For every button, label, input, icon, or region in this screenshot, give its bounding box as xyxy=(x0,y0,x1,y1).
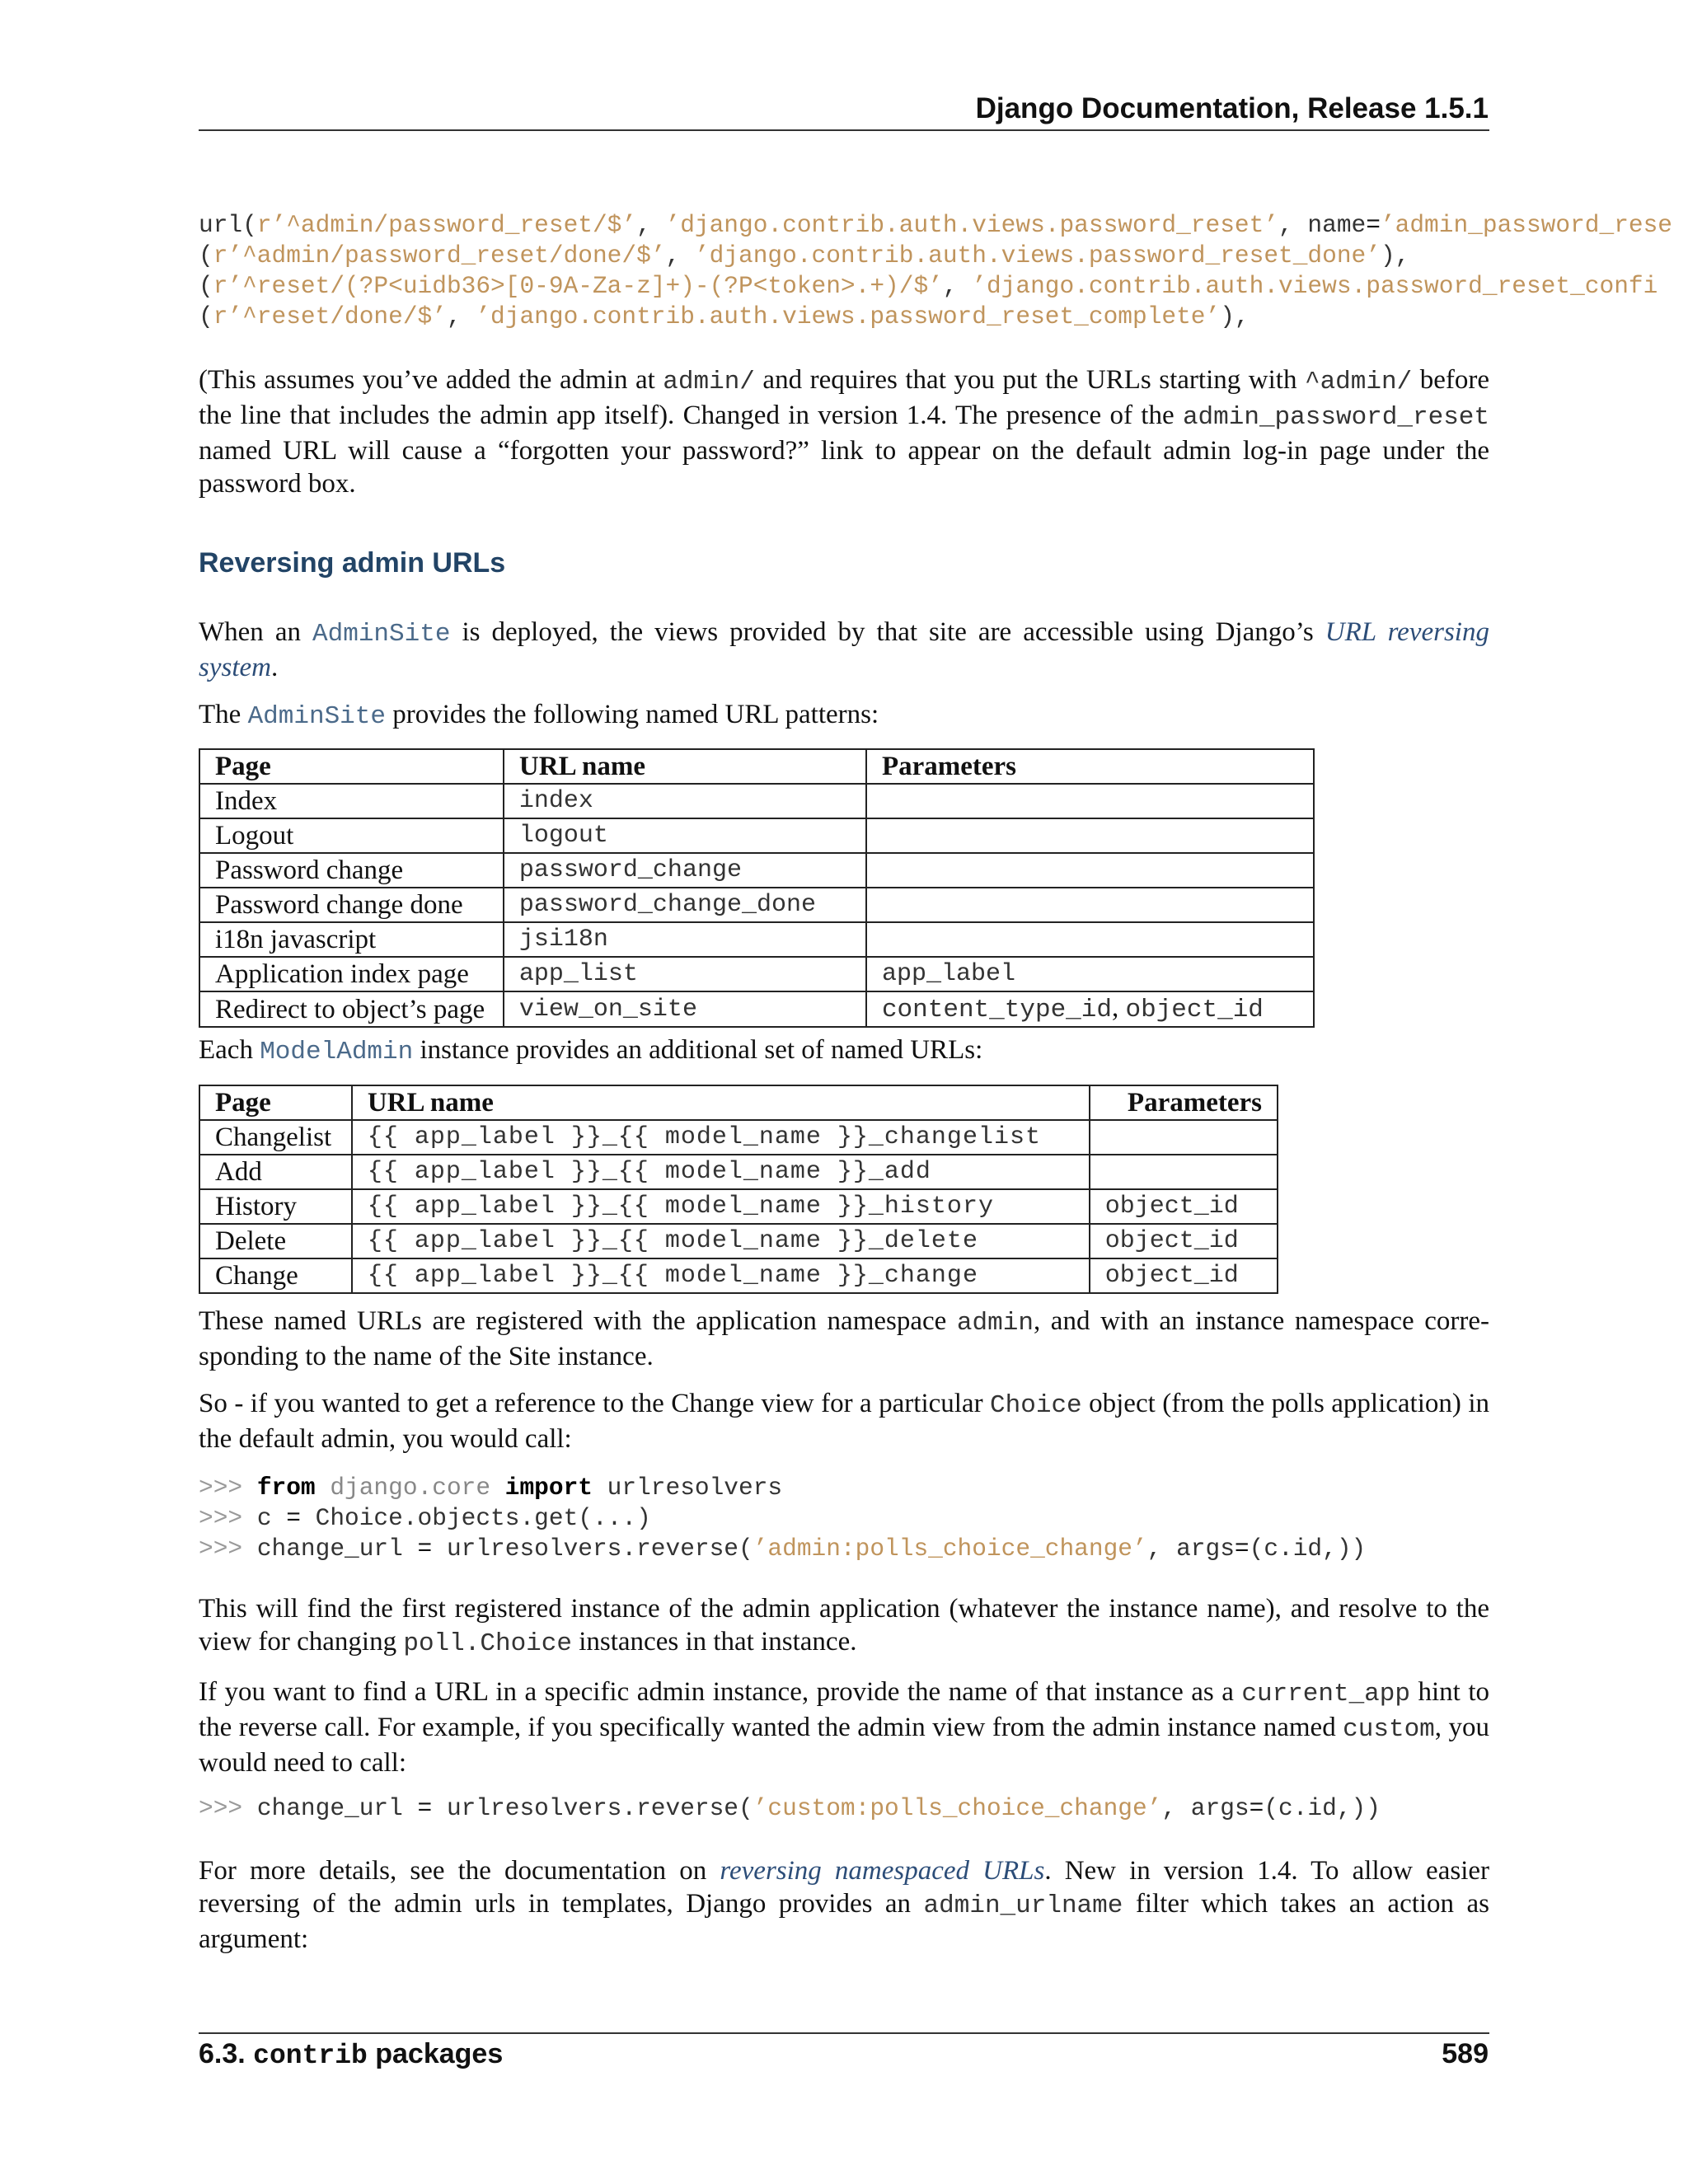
code-string: ’django.contrib.auth.views.password_reset_confi xyxy=(972,272,1658,300)
parameters-cell: object_id xyxy=(1090,1189,1278,1224)
paragraph-more-details xyxy=(199,1854,1489,1956)
parameters-cell xyxy=(866,784,1314,818)
modeladmin-reference-link[interactable]: ModelAdmin xyxy=(260,1038,414,1066)
code-string: r’^reset/(?P<uidb36>[0-9A-Za-z]+)-(?P<token>.+)/$’ xyxy=(213,272,943,300)
code-prompt: >>> xyxy=(199,1535,257,1563)
text: instance provides an additional set of named URLs: xyxy=(413,1035,983,1065)
page-cell: Changelist xyxy=(199,1120,352,1155)
inline-code: admin_urlname xyxy=(923,1891,1123,1920)
text: instances in that instance. xyxy=(571,1627,857,1657)
param-separator: , xyxy=(1111,993,1126,1023)
code-string: ’django.contrib.auth.views.password_reset_complete’ xyxy=(476,302,1221,330)
code-string: ’admin_password_rese xyxy=(1380,211,1673,239)
header-rule xyxy=(199,129,1489,131)
parameters-cell xyxy=(866,922,1314,957)
text: , you would need to call: xyxy=(199,1713,1489,1778)
paragraph-adminsite-deployed xyxy=(199,616,1489,684)
code-text: , name xyxy=(1278,211,1367,239)
table-row xyxy=(199,1120,1278,1155)
section-name: packages xyxy=(367,2038,504,2069)
page-cell: Logout xyxy=(199,818,504,853)
footer-rule xyxy=(199,2032,1489,2034)
code-text: c xyxy=(256,1504,287,1532)
code-block-custom-reverse xyxy=(199,1793,1381,1824)
code-string: ’django.contrib.auth.views.password_reset’ xyxy=(665,211,1279,239)
code-prompt: >>> xyxy=(199,1504,257,1532)
table-row xyxy=(199,957,1314,991)
url-name-cell: {{ app_label }}_{{ model_name }}_change xyxy=(352,1258,1090,1293)
code-string: ’custom:polls_choice_change’ xyxy=(753,1794,1162,1822)
page-cell: Password change xyxy=(199,853,504,888)
code-text: urlresolvers xyxy=(592,1474,783,1502)
code-text: change_url xyxy=(256,1794,418,1822)
code-text: Choice.objects.get(...) xyxy=(300,1504,651,1532)
code-text: ( xyxy=(199,302,213,330)
table-row xyxy=(199,888,1314,922)
inline-code: admin xyxy=(956,1309,1034,1338)
code-text: , xyxy=(636,211,666,239)
code-text: ), xyxy=(1220,302,1250,330)
text: , and with an instance namespace corre-sponding to the name of the Site instance. xyxy=(199,1306,1490,1371)
url-name-cell: {{ app_label }}_{{ model_name }}_changelist xyxy=(352,1120,1090,1155)
running-header-title: Django Documentation, Release 1.5.1 xyxy=(975,92,1489,124)
table-row xyxy=(199,1155,1278,1189)
code-text: urlresolvers.reverse( xyxy=(432,1794,753,1822)
table-row xyxy=(199,1189,1278,1224)
code-text: change_url xyxy=(256,1535,418,1563)
code-string: r’^admin/password_reset/$’ xyxy=(256,211,637,239)
text: and requires that you put the URLs starting with xyxy=(754,365,1305,395)
column-header: URL name xyxy=(352,1085,1090,1120)
code-operator: = xyxy=(417,1794,433,1822)
code-text: ), xyxy=(1380,241,1410,269)
text: provides the following named URL patterns: xyxy=(386,700,879,729)
parameters-cell xyxy=(866,818,1314,853)
table-row xyxy=(199,1224,1278,1258)
paragraph-named-url-patterns xyxy=(199,698,1489,733)
adminsite-url-table xyxy=(199,748,1315,1028)
parameters-cell xyxy=(1090,1155,1278,1189)
inline-code: Choice xyxy=(990,1391,1082,1420)
code-text: urlresolvers.reverse( xyxy=(432,1535,753,1563)
url-name-cell: view_on_site xyxy=(504,991,866,1027)
column-header: Page xyxy=(199,1085,352,1120)
section-heading: Reversing admin URLs xyxy=(199,547,506,579)
text: These named URLs are registered with the application namespace xyxy=(199,1306,957,1336)
inline-code: admin/ xyxy=(663,368,755,396)
text: The xyxy=(199,700,248,729)
paragraph-find-instance xyxy=(199,1592,1489,1661)
table-row xyxy=(199,853,1314,888)
code-operator: = xyxy=(1249,1794,1264,1822)
code-text: ( xyxy=(199,241,213,269)
table-row xyxy=(199,1258,1278,1293)
param-name: object_id xyxy=(1125,996,1264,1024)
text: hint to the reverse call. For example, if you specifically wanted the admin view from the admin instance named xyxy=(199,1677,1489,1742)
code-block-urls xyxy=(199,210,1672,332)
page-cell: History xyxy=(199,1189,352,1224)
url-name-cell: index xyxy=(504,784,866,818)
inline-code: custom xyxy=(1343,1715,1435,1744)
paragraph-choice-reference xyxy=(199,1387,1489,1455)
code-prompt: >>> xyxy=(199,1474,257,1502)
text: is deployed, the views provided by that site are accessible using Django’s xyxy=(450,617,1325,647)
parameters-cell: app_label xyxy=(866,957,1314,991)
code-keyword: import xyxy=(504,1474,593,1502)
code-operator: = xyxy=(1234,1535,1250,1563)
parameters-cell xyxy=(866,888,1314,922)
reversing-namespaced-urls-link[interactable]: reversing namespaced URLs xyxy=(720,1856,1045,1886)
column-header: Page xyxy=(199,749,504,784)
code-text: (c.id,)) xyxy=(1249,1535,1367,1563)
page-cell: Application index page xyxy=(199,957,504,991)
url-name-cell: {{ app_label }}_{{ model_name }}_add xyxy=(352,1155,1090,1189)
code-text: , args xyxy=(1161,1794,1250,1822)
code-string: ’admin:polls_choice_change’ xyxy=(753,1535,1147,1563)
page-cell: Add xyxy=(199,1155,352,1189)
text: When an xyxy=(199,617,313,647)
page-cell: Delete xyxy=(199,1224,352,1258)
code-string: r’^reset/done/$’ xyxy=(213,302,447,330)
text: (This assumes you’ve added the admin at xyxy=(199,365,663,395)
page-cell: Password change done xyxy=(199,888,504,922)
paragraph-namespaces xyxy=(199,1305,1489,1373)
code-text: , xyxy=(446,302,476,330)
code-block-reverse xyxy=(199,1473,1366,1564)
paragraph-modeladmin-urls xyxy=(199,1033,1489,1069)
page-number: 589 xyxy=(1442,2038,1489,2069)
code-string: r’^admin/password_reset/done/$’ xyxy=(213,241,666,269)
code-prompt: >>> xyxy=(199,1794,257,1822)
code-text: (c.id,)) xyxy=(1264,1794,1381,1822)
code-text: , xyxy=(942,272,973,300)
code-keyword: from xyxy=(256,1474,316,1502)
code-text: , args xyxy=(1146,1535,1235,1563)
page-cell: Redirect to object’s page xyxy=(199,991,504,1027)
inline-code: poll.Choice xyxy=(403,1629,572,1658)
parameters-cell xyxy=(866,853,1314,888)
text: So - if you wanted to get a reference to the Change view for a particular xyxy=(199,1389,991,1418)
url-name-cell: logout xyxy=(504,818,866,853)
url-name-cell: password_change_done xyxy=(504,888,866,922)
code-operator: = xyxy=(1366,211,1381,239)
table-header-row xyxy=(199,1085,1278,1120)
page-cell: Index xyxy=(199,784,504,818)
url-name-cell: password_change xyxy=(504,853,866,888)
column-header: URL name xyxy=(504,749,866,784)
page-cell: Change xyxy=(199,1258,352,1293)
url-name-cell: app_list xyxy=(504,957,866,991)
parameters-cell: object_id xyxy=(1090,1224,1278,1258)
section-number: 6.3. xyxy=(199,2038,254,2069)
parameters-cell: object_id xyxy=(1090,1258,1278,1293)
text: before the line that includes the admin app itself). Changed in version 1.4. The presence of the xyxy=(199,365,1489,430)
footer-section-title xyxy=(199,2038,503,2071)
text: filter which takes an action as argument: xyxy=(199,1889,1490,1954)
inline-code: admin_password_reset xyxy=(1182,403,1489,432)
page-cell: i18n javascript xyxy=(199,922,504,957)
paragraph-current-app xyxy=(199,1675,1489,1779)
table-header-row xyxy=(199,749,1314,784)
code-string: ’django.contrib.auth.views.password_reset_done’ xyxy=(694,241,1381,269)
code-text: url( xyxy=(199,211,257,239)
text: If you want to find a URL in a specific admin instance, provide the name of that instance as a xyxy=(199,1677,1242,1707)
table-row xyxy=(199,922,1314,957)
adminsite-reference-link[interactable]: AdminSite xyxy=(247,702,386,731)
url-reversing-link[interactable]: URL reversing system xyxy=(199,617,1489,682)
text: For more details, see the documentation on xyxy=(199,1856,720,1886)
param-name: content_type_id xyxy=(881,996,1112,1024)
inline-code: ^admin/ xyxy=(1304,368,1413,396)
text: object (from the polls application) in the default admin, you would call: xyxy=(199,1389,1489,1454)
paragraph-admin-assumption xyxy=(199,363,1489,500)
code-module: django.core xyxy=(315,1474,505,1502)
url-name-cell: jsi18n xyxy=(504,922,866,957)
text: This will find the first registered instance of the admin application (whatever the instance name), and resolve to the view for changing xyxy=(199,1594,1489,1657)
code-text: , xyxy=(665,241,695,269)
column-header: Parameters xyxy=(1090,1085,1278,1120)
text: . xyxy=(270,653,279,682)
parameters-cell xyxy=(1090,1120,1278,1155)
code-text: ( xyxy=(199,272,213,300)
column-header: Parameters xyxy=(866,749,1314,784)
table-row xyxy=(199,784,1314,818)
code-operator: = xyxy=(286,1504,301,1532)
text: named URL will cause a “forgotten your password?” link to appear on the default admin log-in page under the password box. xyxy=(199,436,1489,499)
text: . New in version 1.4. To allow easier reversing of the admin urls in templates, Django provides an xyxy=(199,1856,1489,1919)
modeladmin-url-table xyxy=(199,1085,1278,1294)
parameters-cell xyxy=(866,991,1314,1027)
url-name-cell: {{ app_label }}_{{ model_name }}_history xyxy=(352,1189,1090,1224)
adminsite-reference-link[interactable]: AdminSite xyxy=(312,620,451,649)
url-name-cell: {{ app_label }}_{{ model_name }}_delete xyxy=(352,1224,1090,1258)
inline-code: current_app xyxy=(1241,1680,1410,1708)
section-name-mono: contrib xyxy=(253,2041,368,2071)
table-row xyxy=(199,818,1314,853)
code-operator: = xyxy=(417,1535,433,1563)
text: Each xyxy=(199,1035,260,1065)
table-row xyxy=(199,991,1314,1027)
